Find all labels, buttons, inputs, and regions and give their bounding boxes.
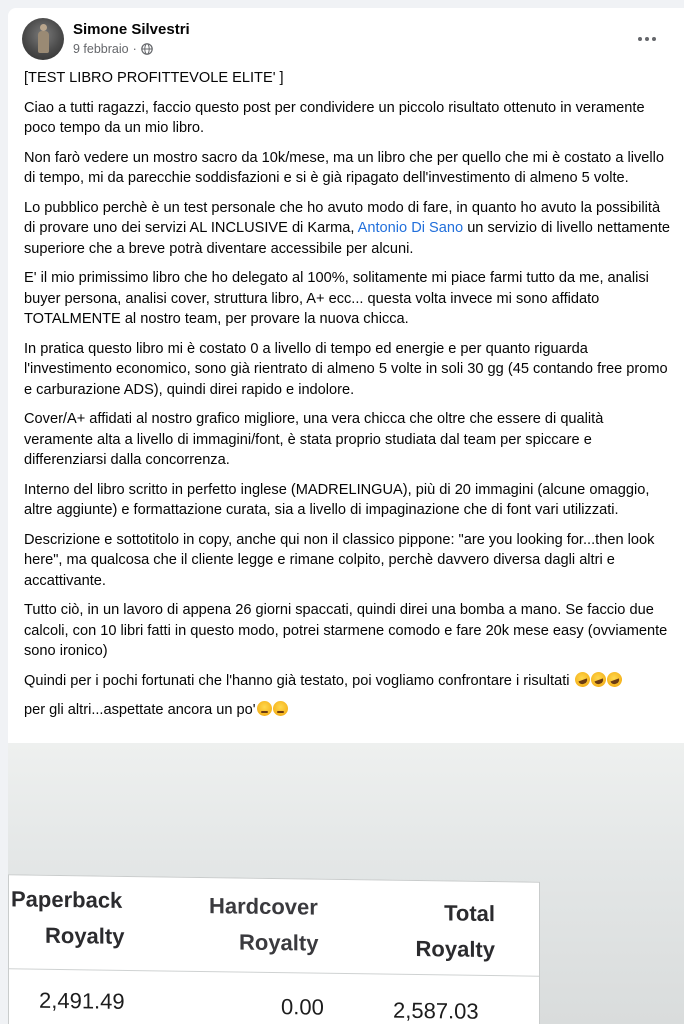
- post-closing: [24, 700, 674, 721]
- paragraph-text: Lo pubblico perchè è un test personale che ho avuto modo di fare, in quanto ho avuto la possibilità di provare uno dei servizi AL INCLUSIVE di Karma,: [24, 199, 661, 236]
- rolling-laughing-emoji-icon: [572, 669, 591, 688]
- post-paragraph: In pratica questo libro mi è costato 0 a livello di tempo ed energie e per quanto riguarda l'investimento economico, sono già rientrato di almeno 5 volte in soli 30 gg (45 contando free promo e carburazione ADS), quindi direi rapido e indolore.: [24, 340, 668, 398]
- post-paragraph: Non farò vedere un mostro sacro da 10k/mese, ma un libro che per quello che mi è costato a livello di tempo, mi da parecchie soddisfazioni e si è già ripagato dell'investimento di almeno 5 volte.: [24, 149, 665, 186]
- header-hardcover: [209, 888, 318, 962]
- header-line: Paperback: [11, 886, 123, 913]
- post-paragraph: Ciao a tutti ragazzi, faccio questo post per condividere un piccolo risultato ottenuto in veramente poco tempo da un mio libro.: [24, 99, 645, 136]
- author-name[interactable]: Simone Silvestri: [73, 21, 190, 38]
- avatar-figure-head: [40, 24, 47, 31]
- post-paragraph: [TEST LIBRO PROFITTEVOLE ELITE' ]: [24, 70, 284, 86]
- header-line: Royalty: [45, 922, 125, 949]
- meta-separator: ·: [132, 42, 137, 56]
- post-closing: [24, 671, 674, 692]
- value-hardcover: 0.00: [281, 994, 324, 1020]
- post-paragraph-mention: [24, 198, 674, 260]
- globe-icon: [141, 43, 153, 55]
- avatar-figure-body: [38, 31, 49, 53]
- header-line: Royalty: [239, 929, 319, 956]
- header-line: Total: [444, 900, 495, 927]
- header-line: Royalty: [415, 935, 495, 963]
- post-paragraph: E' il mio primissimo libro che ho delegato al 100%, solitamente mi piace farmi tutto da me, analisi buyer persona, analisi cover, struttura libro, A+ ecc... questa volta invece mi sono affidato TOTALMENTE al nostro team, per provare la nuova chicca.: [24, 270, 649, 327]
- value-total: 2,587.03: [393, 997, 479, 1024]
- winking-emoji-icon: [257, 701, 272, 716]
- post-date[interactable]: 9 febbraio: [73, 42, 129, 56]
- post-meta: [73, 42, 153, 56]
- post-paragraph: Cover/A+ affidati al nostro grafico migliore, una vera chicca che oltre che essere di qualità veramente alta a livello di immagini/font, è stata proprio studiata dal team per spiccare e differenziarsi dalla concorrenza.: [24, 411, 604, 468]
- header-total: [405, 895, 495, 968]
- post-paragraph: Descrizione e sottotitolo in copy, anche qui non il classico pippone: "are you looking for...then look here", ma qualcosa che il cliente legge e rimane colpito, perchè davvero diversa dagli altri e accattivante.: [24, 531, 655, 589]
- royalty-table: [8, 874, 540, 1024]
- paragraph-text: un servizio di livello nettamente superiore che a breve potrà diventare accessibile per alcuni.: [24, 220, 670, 257]
- table-divider: [9, 968, 539, 976]
- post-photo[interactable]: [8, 743, 684, 1024]
- post-header: [22, 18, 674, 70]
- header-line: Hardcover: [209, 893, 318, 920]
- winking-emoji-icon: [273, 701, 288, 716]
- closing-text: per gli altri...aspettate ancora un po': [24, 702, 256, 718]
- header-paperback: [11, 881, 124, 955]
- rolling-laughing-emoji-icon: [604, 669, 623, 688]
- value-paperback: 2,491.49: [39, 987, 125, 1014]
- closing-text: Quindi per i pochi fortunati che l'hanno già testato, poi vogliamo confrontare i risultati: [24, 672, 574, 689]
- post-paragraph: Tutto ciò, in un lavoro di appena 26 giorni spaccati, quindi direi una bomba a mano. Se faccio due calcoli, con 10 libri fatti in questo modo, potrei starmene comodo e fare 20k mese easy (ovviamente sono ironico): [24, 602, 668, 659]
- post-paragraph: Interno del libro scritto in perfetto inglese (MADRELINGUA), più di 20 immagini (alcune omaggio, altre aggiunte) e formattazione curata, sia a livello di impaginazione che di font vari utilizzati.: [24, 481, 650, 518]
- post-card: [8, 8, 684, 1024]
- mention-link[interactable]: Antonio Di Sano: [357, 220, 464, 236]
- avatar[interactable]: [22, 18, 64, 60]
- post-body: [24, 68, 674, 730]
- more-options-icon[interactable]: [632, 24, 662, 54]
- rolling-laughing-emoji-icon: [588, 669, 607, 688]
